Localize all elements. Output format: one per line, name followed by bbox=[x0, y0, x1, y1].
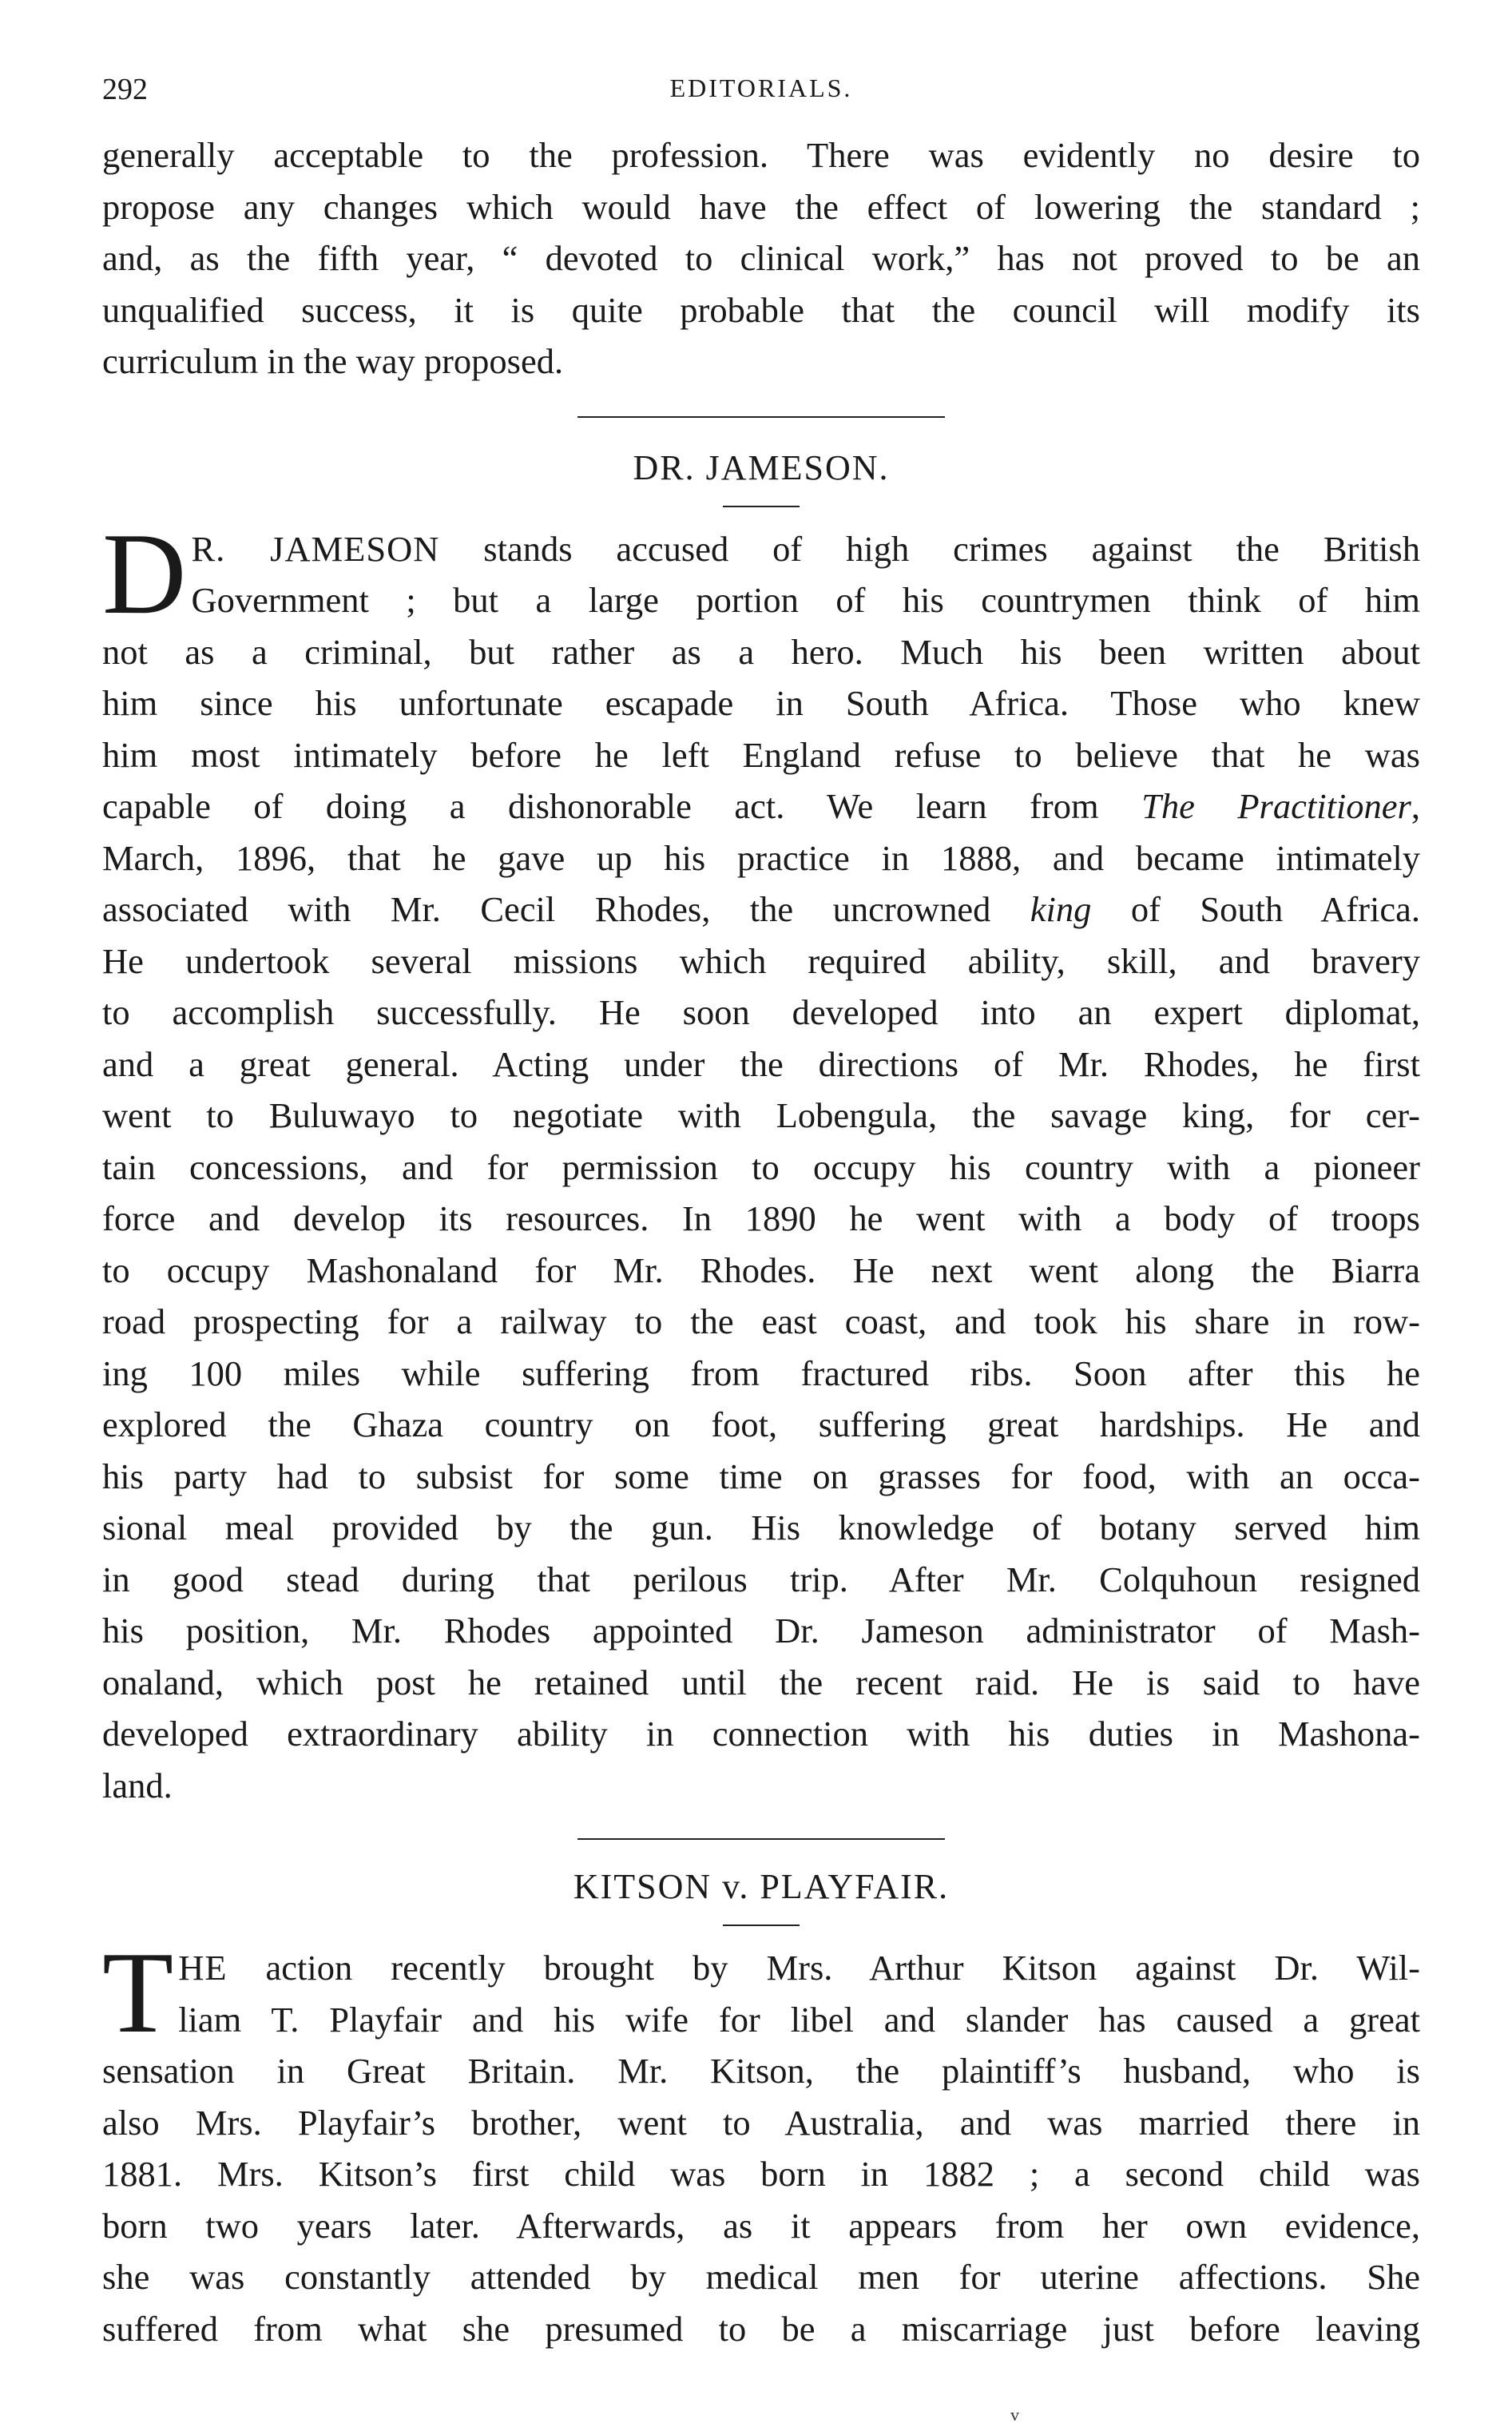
text-line: Government ; but a large portion of his countrymen think of him bbox=[191, 580, 1420, 620]
text-line: ing 100 miles while suffering from fractured ribs. Soon after this he bbox=[102, 1353, 1420, 1393]
text-fragment: capable of doing a dishonorable act. We learn from bbox=[102, 786, 1142, 826]
text-line bbox=[102, 884, 1420, 935]
text-line: onaland, which post he retained until the recent raid. He is said to have bbox=[102, 1662, 1420, 1702]
text-line bbox=[102, 1942, 1420, 1994]
section-heading-kitson: KITSON v. PLAYFAIR. bbox=[573, 1867, 950, 1906]
heading-underline bbox=[723, 1925, 800, 1926]
drop-cap: D bbox=[102, 508, 187, 638]
section-divider bbox=[577, 1838, 945, 1840]
text-line: 1881. Mrs. Kitson’s first child was born in 1882 ; a second child was bbox=[102, 2154, 1420, 2194]
text-line: to accomplish successfully. He soon developed into an expert diplomat, bbox=[102, 992, 1420, 1032]
text-line bbox=[102, 781, 1420, 832]
running-title: EDITORIALS. bbox=[669, 73, 853, 102]
journal-title: The Practitioner bbox=[1141, 786, 1411, 826]
drop-cap: T bbox=[102, 1928, 174, 2057]
text-line: born two years later. Afterwards, as it appears from her own evidence, bbox=[102, 2205, 1420, 2246]
text-line: unqualified success, it is quite probable that the council will modify its bbox=[102, 289, 1420, 330]
text-fragment: of South Africa. bbox=[1091, 889, 1420, 929]
text-line: propose any changes which would have the effect of lowering the standard ; bbox=[102, 186, 1420, 227]
text-fragment: , bbox=[1411, 786, 1420, 826]
text-line: developed extraordinary ability in connection with his duties in Mashona- bbox=[102, 1714, 1420, 1754]
kitson-article bbox=[102, 1928, 1420, 2354]
text-line: force and develop its resources. In 1890 he went with a body of troops bbox=[102, 1198, 1420, 1238]
section-divider bbox=[577, 416, 945, 418]
text-line: suffered from what she presumed to be a miscarriage just before leaving bbox=[102, 2308, 1420, 2349]
heading-underline bbox=[723, 506, 800, 507]
text-line: not as a criminal, but rather as a hero. Much his been written about bbox=[102, 631, 1420, 672]
text-line: his position, Mr. Rhodes appointed Dr. Jameson administrator of Mash- bbox=[102, 1611, 1420, 1650]
text-line: He undertook several missions which required ability, skill, and bravery bbox=[102, 940, 1420, 981]
text-line: and, as the fifth year, “ devoted to clinical work,” has not proved to be an bbox=[102, 238, 1420, 278]
text-line: explored the Ghaza country on foot, suffering great hardships. He and bbox=[102, 1404, 1420, 1444]
lead-in: HE bbox=[178, 1948, 228, 1988]
text-line: also Mrs. Playfair’s brother, went to Australia, and was married there in bbox=[102, 2102, 1420, 2143]
text-line: sional meal provided by the gun. His knowledge of botany served him bbox=[102, 1507, 1420, 1547]
text-line: land. bbox=[102, 1765, 173, 1805]
text-line: his party had to subsist for some time on grasses for food, with an occa- bbox=[102, 1456, 1420, 1496]
text-line: went to Buluwayo to negotiate with Lobengula, the savage king, for cer- bbox=[102, 1095, 1420, 1135]
text-line: March, 1896, that he gave up his practice in 1888, and became intimately bbox=[102, 837, 1420, 878]
lead-in: R. JAMESON bbox=[191, 528, 440, 569]
text-line: she was constantly attended by medical men for uterine affections. She bbox=[102, 2257, 1420, 2297]
text-fragment: stands accused of high crimes against the British bbox=[439, 528, 1420, 569]
text-line: generally acceptable to the profession. There was evidently no desire to bbox=[102, 135, 1420, 175]
intro-paragraph bbox=[102, 129, 1420, 387]
text-line: tain concessions, and for permission to occupy his country with a pioneer bbox=[102, 1146, 1420, 1187]
signature-mark: v bbox=[1010, 2405, 1019, 2425]
section-heading-jameson: DR. JAMESON. bbox=[633, 447, 890, 487]
text-line: him since his unfortunate escapade in South Africa. Those who knew bbox=[102, 683, 1420, 723]
kitson-paragraph bbox=[102, 1928, 1420, 2354]
text-line: him most intimately before he left England refuse to believe that he was bbox=[102, 734, 1420, 775]
text-line bbox=[102, 523, 1420, 575]
running-head bbox=[102, 72, 1420, 120]
text-line: sensation in Great Britain. Mr. Kitson, the plaintiff’s husband, who is bbox=[102, 2051, 1420, 2091]
text-line: in good stead during that perilous trip. After Mr. Colquhoun resigned bbox=[102, 1559, 1420, 1599]
emphasis: king bbox=[1030, 889, 1092, 929]
text-fragment: action recently brought by Mrs. Arthur Kitson against Dr. Wil- bbox=[227, 1948, 1420, 1988]
text-fragment: associated with Mr. Cecil Rhodes, the uncrowned bbox=[102, 889, 1030, 929]
text-line: road prospecting for a railway to the east coast, and took his share in row- bbox=[102, 1301, 1420, 1341]
jameson-article bbox=[102, 508, 1420, 1812]
book-page bbox=[102, 72, 1420, 2354]
text-line: liam T. Playfair and his wife for libel and slander has caused a great bbox=[178, 1999, 1420, 2040]
jameson-paragraph bbox=[102, 508, 1420, 1812]
text-line: curriculum in the way proposed. bbox=[102, 341, 564, 381]
text-line: and a great general. Acting under the directions of Mr. Rhodes, he first bbox=[102, 1043, 1420, 1084]
text-line: to occupy Mashonaland for Mr. Rhodes. He next went along the Biarra bbox=[102, 1249, 1420, 1290]
page-number: 292 bbox=[102, 73, 148, 106]
